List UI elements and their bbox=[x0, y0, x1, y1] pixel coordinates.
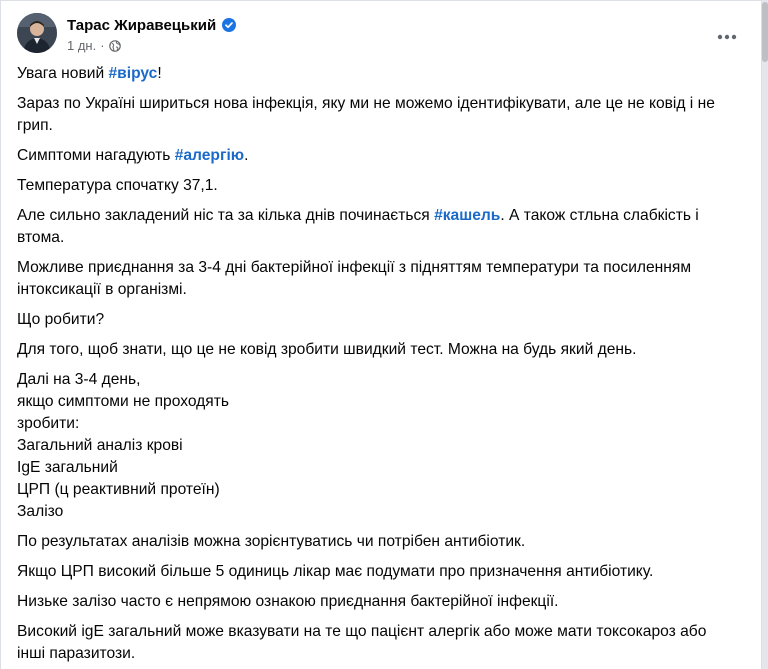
paragraph-text: . А також стльна слабкість і втома. bbox=[17, 207, 699, 246]
post-paragraph: Низьке залізо часто є непрямою ознакою приєднання бактерійної інфекції. bbox=[17, 593, 559, 610]
globe-icon[interactable] bbox=[109, 40, 121, 52]
post-paragraph: Можливе приєднання за 3-4 дні бактерійної інфекції з підняттям температури та посиленням інтоксикації в організмі. bbox=[17, 259, 692, 298]
post-paragraph: Якщо ЦРП високий більше 5 одиниць лікар має подумати про призначення антибіотику. bbox=[17, 563, 654, 580]
more-options-button[interactable] bbox=[709, 19, 745, 55]
post-paragraph: Високий igE загальний може вказувати на те що пацієнт алергік або може мати токсокароз або інші паразитози. bbox=[17, 623, 707, 662]
author-name[interactable]: Тарас Жиравецький bbox=[67, 16, 217, 34]
post-paragraph bbox=[17, 369, 737, 523]
post-paragraph: Для того, щоб знати, що це не ковід зробити швидкий тест. Можна на будь який день. bbox=[17, 341, 637, 358]
avatar-portrait-icon bbox=[17, 13, 57, 53]
author-line bbox=[67, 15, 236, 35]
meta-separator: · bbox=[100, 38, 105, 53]
hashtag-link[interactable]: #алергію bbox=[174, 147, 245, 164]
post-paragraph: Що робити? bbox=[17, 311, 105, 328]
post-paragraph bbox=[17, 63, 737, 85]
list-line: Залізо bbox=[17, 503, 64, 520]
scrollbar[interactable] bbox=[762, 0, 768, 669]
list-line: Загальний аналіз крові bbox=[17, 437, 183, 454]
post-paragraph bbox=[17, 205, 737, 249]
hashtag-link[interactable]: #кашель bbox=[434, 207, 501, 224]
list-line: IgE загальний bbox=[17, 459, 118, 476]
paragraph-text: Але сильно закладений ніс та за кілька днів починається bbox=[17, 207, 435, 224]
list-line: зробити: bbox=[17, 415, 80, 432]
post-meta bbox=[67, 38, 121, 53]
more-horizontal-icon bbox=[717, 34, 737, 40]
scrollbar-thumb[interactable] bbox=[762, 2, 768, 62]
author-avatar[interactable] bbox=[17, 13, 57, 53]
paragraph-text: Увага новий bbox=[17, 65, 109, 82]
list-line: Далі на 3-4 день, bbox=[17, 371, 141, 388]
post-body bbox=[17, 63, 737, 669]
post-header bbox=[17, 13, 745, 57]
paragraph-text: . bbox=[244, 147, 249, 164]
verified-badge-icon bbox=[222, 18, 236, 32]
post-paragraph: Зараз по Україні шириться нова інфекція, яку ми не можемо ідентифікувати, але це не ковід і не грип. bbox=[17, 95, 715, 134]
list-line: ЦРП (ц реактивний протеїн) bbox=[17, 481, 220, 498]
post-paragraph: По результатах аналізів можна зорієнтуватись чи потрібен антибіотик. bbox=[17, 533, 526, 550]
post-time[interactable]: 1 дн. bbox=[67, 38, 97, 53]
paragraph-text: ! bbox=[157, 65, 162, 82]
post-paragraph bbox=[17, 145, 737, 167]
post-paragraph: Температура спочатку 37,1. bbox=[17, 177, 218, 194]
hashtag-link[interactable]: #вірус bbox=[108, 65, 158, 82]
paragraph-text: Симптоми нагадують bbox=[17, 147, 175, 164]
list-line: якщо симптоми не проходять bbox=[17, 393, 229, 410]
